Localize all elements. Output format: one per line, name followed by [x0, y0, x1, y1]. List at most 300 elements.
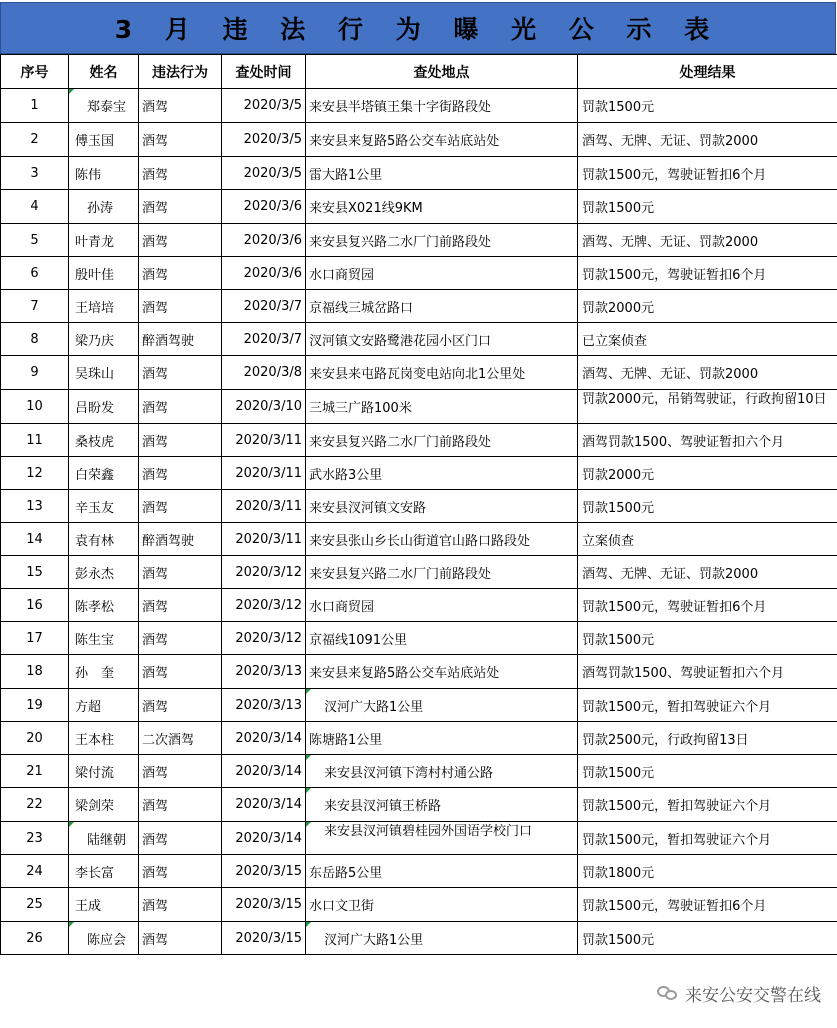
cell-violation-text: 酒驾: [142, 467, 169, 483]
cell-date: [222, 323, 306, 356]
cell-no-text: 23: [26, 830, 43, 846]
watermark: [657, 980, 821, 1006]
cell-no: [1, 822, 69, 855]
cell-no-text: 26: [26, 930, 43, 946]
cell-name: [69, 257, 139, 290]
cell-result: [578, 855, 837, 888]
cell-date-text: 2020/3/7: [243, 298, 302, 314]
cell-location: [306, 855, 578, 888]
table-row: [1, 722, 837, 755]
table-row: [1, 356, 837, 390]
cell-no: [1, 190, 69, 224]
cell-name-text: 梁乃庆: [75, 333, 115, 349]
watermark-text: 来安公安交警在线: [685, 985, 821, 1006]
cell-name: [69, 490, 139, 523]
cell-result-text: 酒驾、无牌、无证、罚款2000: [582, 134, 759, 149]
cell-result: [578, 356, 837, 390]
cell-result-text: 罚款1500元: [582, 100, 655, 115]
cell-location: [306, 755, 578, 788]
cell-location: [306, 622, 578, 655]
cell-no-text: 21: [26, 763, 43, 779]
comment-marker-icon: [306, 788, 311, 793]
table-row: [1, 457, 837, 490]
cell-result-text: 罚款1500元，驾驶证暂扣6个月: [582, 599, 767, 615]
cell-no: [1, 457, 69, 490]
cell-location: [306, 523, 578, 556]
cell-name-text: 孙 奎: [75, 666, 115, 681]
cell-violation: [139, 390, 222, 424]
comment-marker-icon: [69, 822, 74, 827]
cell-date-text: 2020/3/5: [243, 132, 302, 147]
cell-date-text: 2020/3/7: [243, 331, 302, 347]
cell-no: [1, 390, 69, 424]
cell-result-text: 罚款1500元，暂扣驾驶证六个月: [582, 832, 772, 848]
cell-no-text: 14: [26, 531, 43, 547]
cell-date: [222, 622, 306, 655]
cell-result: [578, 157, 837, 190]
cell-location: [306, 822, 578, 855]
cell-location: [306, 89, 578, 123]
cell-no: [1, 589, 69, 622]
cell-no: [1, 788, 69, 822]
cell-name-text: 吴珠山: [75, 367, 115, 382]
table-row: [1, 689, 837, 722]
cell-location-text: 汊河广大路1公里: [324, 699, 424, 715]
cell-result-text: 罚款1800元: [582, 865, 655, 881]
cell-result: [578, 755, 837, 788]
table-row: [1, 157, 837, 190]
cell-date: [222, 655, 306, 689]
cell-violation: [139, 424, 222, 457]
cell-no-text: 19: [26, 697, 43, 713]
cell-no-text: 20: [26, 730, 43, 746]
cell-violation: [139, 457, 222, 490]
cell-location: [306, 390, 578, 424]
cell-result: [578, 589, 837, 622]
cell-name: [69, 123, 139, 157]
cell-date-text: 2020/3/11: [235, 432, 302, 448]
cell-location-text: 来安县汊河镇下湾村村通公路: [324, 765, 494, 781]
cell-location-text: 水口商贸园: [309, 267, 375, 283]
cell-no: [1, 556, 69, 589]
cell-date: [222, 257, 306, 290]
cell-location: [306, 722, 578, 755]
cell-name: [69, 190, 139, 224]
cell-date-text: 2020/3/14: [235, 763, 302, 779]
cell-result: [578, 523, 837, 556]
table-row: [1, 788, 837, 822]
cell-date-text: 2020/3/8: [243, 365, 302, 380]
cell-violation-text: 酒驾: [142, 865, 169, 881]
cell-result: [578, 556, 837, 589]
cell-violation: [139, 123, 222, 157]
cell-date: [222, 390, 306, 424]
cell-violation-text: 酒驾: [142, 234, 169, 250]
cell-violation: [139, 755, 222, 788]
cell-no-text: 25: [26, 897, 43, 912]
table-body: [1, 89, 837, 955]
cell-name: [69, 888, 139, 922]
cell-date-text: 2020/3/14: [235, 797, 302, 812]
cell-name-text: 方超: [75, 699, 102, 715]
cell-name: [69, 788, 139, 822]
cell-location-text: 来安县汊河镇王桥路: [324, 799, 442, 814]
cell-location-text: 水口商贸园: [309, 599, 375, 615]
cell-location: [306, 157, 578, 190]
cell-violation: [139, 224, 222, 257]
cell-no-text: 9: [30, 365, 39, 380]
cell-no: [1, 755, 69, 788]
cell-location: [306, 123, 578, 157]
cell-violation: [139, 822, 222, 855]
cell-result: [578, 888, 837, 922]
cell-name-text: 李长富: [75, 865, 115, 881]
cell-no-text: 3: [30, 165, 39, 181]
cell-date-text: 2020/3/13: [235, 664, 302, 679]
violations-table: [0, 54, 837, 955]
cell-violation-text: 酒驾: [142, 832, 169, 848]
cell-date-text: 2020/3/11: [235, 498, 302, 514]
cell-location-text: 雷大路1公里: [309, 167, 383, 183]
cell-date: [222, 490, 306, 523]
cell-location-text: 来安县来复路5路公交车站底站处: [309, 666, 500, 681]
cell-result: [578, 89, 837, 123]
cell-date-text: 2020/3/15: [235, 863, 302, 879]
wechat-icon: [657, 984, 679, 1002]
cell-name-text: 陆继朝: [87, 832, 127, 848]
cell-location-text: 来安县来屯路瓦岗变电站向北1公里处: [309, 367, 526, 382]
cell-name: [69, 89, 139, 123]
cell-no-text: 8: [30, 331, 39, 347]
cell-date: [222, 722, 306, 755]
cell-location: [306, 556, 578, 589]
cell-result-text: 酒驾罚款1500、驾驶证暂扣六个月: [582, 666, 785, 681]
header-no: 序号: [1, 55, 69, 89]
cell-no-text: 2: [30, 132, 39, 147]
cell-location: [306, 190, 578, 224]
table-row: [1, 655, 837, 689]
cell-no: [1, 257, 69, 290]
cell-date: [222, 689, 306, 722]
comment-marker-icon: [306, 755, 311, 760]
cell-location-text: 京福线1091公里: [309, 632, 408, 648]
table-row: [1, 323, 837, 356]
cell-violation-text: 酒驾: [142, 632, 169, 648]
cell-result: [578, 224, 837, 257]
cell-violation: [139, 888, 222, 922]
cell-violation-text: 酒驾: [142, 899, 169, 914]
cell-result: [578, 655, 837, 689]
cell-location: [306, 290, 578, 323]
cell-violation-text: 酒驾: [142, 500, 169, 516]
cell-location-text: 来安县汊河镇文安路: [309, 500, 427, 516]
cell-result-text: 罚款2000元，吊销驾驶证，行政拘留10日: [582, 392, 827, 407]
cell-date-text: 2020/3/6: [243, 199, 302, 214]
cell-result-text: 罚款1500元: [582, 632, 655, 648]
table-row: [1, 224, 837, 257]
cell-violation: [139, 589, 222, 622]
table-row: [1, 89, 837, 123]
cell-result: [578, 457, 837, 490]
table-row: [1, 855, 837, 888]
cell-date: [222, 822, 306, 855]
cell-violation-text: 酒驾: [142, 201, 169, 216]
cell-location-text: 来安县复兴路二水厂门前路段处: [309, 234, 492, 250]
cell-date-text: 2020/3/12: [235, 597, 302, 613]
table-row: [1, 190, 837, 224]
cell-date: [222, 855, 306, 888]
cell-location-text: 来安县来复路5路公交车站底站处: [309, 134, 500, 149]
cell-name: [69, 822, 139, 855]
cell-date-text: 2020/3/13: [235, 697, 302, 713]
cell-location-text: 来安县复兴路二水厂门前路段处: [309, 434, 492, 450]
table-row: [1, 424, 837, 457]
cell-location: [306, 689, 578, 722]
header-date: 查处时间: [222, 55, 306, 89]
cell-name: [69, 655, 139, 689]
cell-name: [69, 589, 139, 622]
comment-marker-icon: [69, 922, 74, 927]
cell-name: [69, 323, 139, 356]
cell-result: [578, 822, 837, 855]
cell-name: [69, 855, 139, 888]
cell-no: [1, 89, 69, 123]
cell-location-text: 来安县半塔镇王集十字街路段处: [309, 100, 492, 115]
cell-result: [578, 689, 837, 722]
cell-result: [578, 424, 837, 457]
cell-name-text: 傅玉国: [75, 134, 115, 149]
cell-violation: [139, 855, 222, 888]
cell-location-text: 来安县复兴路二水厂门前路段处: [309, 566, 492, 582]
cell-date: [222, 888, 306, 922]
cell-name-text: 殷叶佳: [75, 267, 115, 283]
cell-date: [222, 922, 306, 955]
cell-result-text: 酒驾罚款1500、驾驶证暂扣六个月: [582, 434, 785, 450]
cell-date: [222, 589, 306, 622]
cell-violation: [139, 257, 222, 290]
header-name: 姓名: [69, 55, 139, 89]
cell-violation: [139, 788, 222, 822]
cell-violation: [139, 323, 222, 356]
cell-name-text: 陈生宝: [75, 632, 115, 648]
cell-violation-text: 酒驾: [142, 599, 169, 615]
cell-no: [1, 290, 69, 323]
cell-no: [1, 888, 69, 922]
cell-violation-text: 酒驾: [142, 100, 169, 115]
cell-no: [1, 424, 69, 457]
cell-name: [69, 457, 139, 490]
cell-no-text: 7: [30, 298, 39, 314]
cell-no: [1, 855, 69, 888]
cell-no-text: 11: [26, 432, 43, 448]
cell-name-text: 叶青龙: [75, 234, 115, 250]
cell-date-text: 2020/3/15: [235, 897, 302, 912]
cell-violation-text: 二次酒驾: [142, 732, 195, 748]
cell-no: [1, 356, 69, 390]
cell-name-text: 郑泰宝: [87, 100, 127, 115]
cell-name-text: 王培培: [75, 300, 115, 316]
cell-name: [69, 390, 139, 424]
cell-name: [69, 290, 139, 323]
cell-result-text: 酒驾、无牌、无证、罚款2000: [582, 367, 759, 382]
cell-result: [578, 290, 837, 323]
cell-result: [578, 622, 837, 655]
cell-violation: [139, 622, 222, 655]
cell-date: [222, 755, 306, 788]
cell-name-text: 白荣鑫: [75, 467, 115, 483]
cell-date-text: 2020/3/5: [243, 98, 302, 113]
cell-date: [222, 123, 306, 157]
cell-name-text: 梁付流: [75, 765, 115, 781]
cell-date: [222, 356, 306, 390]
cell-name-text: 桑枝虎: [75, 434, 115, 450]
cell-no-text: 12: [26, 465, 43, 481]
cell-no: [1, 655, 69, 689]
cell-location: [306, 356, 578, 390]
cell-name-text: 陈孝松: [75, 599, 115, 615]
table-row: [1, 888, 837, 922]
comment-marker-icon: [306, 689, 311, 694]
cell-no-text: 5: [30, 232, 39, 248]
cell-name: [69, 523, 139, 556]
cell-violation-text: 醉酒驾驶: [142, 533, 195, 549]
cell-name: [69, 224, 139, 257]
cell-result: [578, 788, 837, 822]
cell-result: [578, 257, 837, 290]
cell-violation-text: 酒驾: [142, 300, 169, 316]
cell-location: [306, 490, 578, 523]
cell-result: [578, 390, 837, 424]
comment-marker-icon: [306, 822, 311, 827]
cell-location-text: 三城三广路100米: [309, 401, 412, 416]
table-title: 3 月 违 法 行 为 曝 光 公 示 表: [114, 15, 722, 44]
cell-name: [69, 157, 139, 190]
cell-date-text: 2020/3/11: [235, 465, 302, 481]
cell-location: [306, 589, 578, 622]
table-row: [1, 390, 837, 424]
table-row: [1, 290, 837, 323]
cell-violation: [139, 655, 222, 689]
cell-violation: [139, 523, 222, 556]
cell-name: [69, 755, 139, 788]
cell-result: [578, 922, 837, 955]
cell-no-text: 10: [26, 399, 43, 414]
cell-date-text: 2020/3/14: [235, 730, 302, 746]
cell-result-text: 罚款1500元，暂扣驾驶证六个月: [582, 799, 772, 814]
cell-date-text: 2020/3/6: [243, 232, 302, 248]
cell-date: [222, 89, 306, 123]
cell-date: [222, 523, 306, 556]
cell-name: [69, 722, 139, 755]
cell-result-text: 罚款1500元，暂扣驾驶证六个月: [582, 699, 772, 715]
cell-no-text: 18: [26, 664, 43, 679]
table-row: [1, 123, 837, 157]
cell-result-text: 罚款1500元，驾驶证暂扣6个月: [582, 167, 767, 183]
cell-violation-text: 醉酒驾驶: [142, 333, 195, 349]
cell-name-text: 辛玉友: [75, 500, 115, 516]
cell-name-text: 陈伟: [75, 167, 102, 183]
cell-location: [306, 224, 578, 257]
table-row: [1, 490, 837, 523]
cell-result-text: 已立案侦查: [582, 333, 648, 349]
cell-violation-text: 酒驾: [142, 401, 169, 416]
cell-name-text: 陈应会: [87, 932, 127, 948]
cell-result: [578, 490, 837, 523]
cell-no-text: 17: [26, 630, 43, 646]
comment-marker-icon: [69, 89, 74, 94]
cell-no: [1, 689, 69, 722]
table-row: [1, 257, 837, 290]
cell-violation: [139, 490, 222, 523]
cell-location: [306, 788, 578, 822]
cell-name-text: 袁有林: [75, 533, 115, 549]
cell-violation-text: 酒驾: [142, 267, 169, 283]
cell-violation-text: 酒驾: [142, 134, 169, 149]
table-row: [1, 822, 837, 855]
cell-violation: [139, 157, 222, 190]
cell-result-text: 罚款2000元: [582, 467, 655, 483]
cell-date: [222, 556, 306, 589]
cell-result-text: 罚款1500元: [582, 765, 655, 781]
cell-violation: [139, 89, 222, 123]
header-location: 查处地点: [306, 55, 578, 89]
cell-violation: [139, 190, 222, 224]
cell-result: [578, 722, 837, 755]
cell-no: [1, 490, 69, 523]
header-result: 处理结果: [578, 55, 837, 89]
cell-location: [306, 655, 578, 689]
cell-date: [222, 157, 306, 190]
cell-violation-text: 酒驾: [142, 765, 169, 781]
cell-name-text: 吕盼发: [75, 401, 115, 416]
table-row: [1, 755, 837, 788]
cell-violation-text: 酒驾: [142, 799, 169, 814]
cell-violation-text: 酒驾: [142, 666, 169, 681]
cell-date-text: 2020/3/11: [235, 531, 302, 547]
cell-location-text: 东岳路5公里: [309, 865, 383, 881]
cell-no: [1, 523, 69, 556]
cell-no-text: 1: [30, 98, 39, 113]
cell-location-text: 汊河广大路1公里: [324, 932, 424, 948]
cell-name: [69, 556, 139, 589]
cell-no: [1, 224, 69, 257]
cell-violation-text: 酒驾: [142, 566, 169, 582]
cell-name: [69, 689, 139, 722]
cell-date: [222, 788, 306, 822]
cell-location-text: 来安县汊河镇碧桂园外国语学校门口: [324, 824, 533, 839]
cell-name: [69, 622, 139, 655]
cell-date-text: 2020/3/12: [235, 564, 302, 580]
cell-location-text: 汊河镇文安路鹭港花园小区门口: [309, 333, 492, 349]
cell-no-text: 16: [26, 597, 43, 613]
cell-date-text: 2020/3/15: [235, 930, 302, 946]
table-row: [1, 622, 837, 655]
cell-date: [222, 457, 306, 490]
cell-date: [222, 424, 306, 457]
cell-no: [1, 622, 69, 655]
cell-result: [578, 123, 837, 157]
cell-date: [222, 290, 306, 323]
cell-violation: [139, 689, 222, 722]
table-row: [1, 589, 837, 622]
cell-violation: [139, 290, 222, 323]
cell-name-text: 王本柱: [75, 732, 115, 748]
cell-violation: [139, 922, 222, 955]
cell-result-text: 酒驾、无牌、无证、罚款2000: [582, 566, 759, 582]
cell-date-text: 2020/3/10: [235, 399, 302, 414]
cell-date-text: 2020/3/14: [235, 830, 302, 846]
cell-no: [1, 157, 69, 190]
